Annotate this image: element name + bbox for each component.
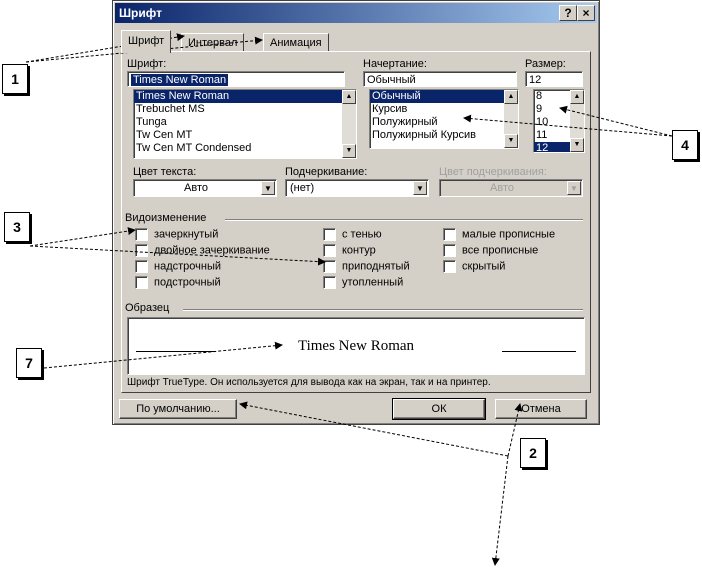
scroll-up-icon[interactable]: ▲ [570,90,584,104]
preview-note: Шрифт TrueType. Он используется для вывода как на экран, так и на принтер. [127,377,491,388]
chevron-down-icon[interactable]: ▼ [413,181,427,195]
emboss-checkbox[interactable]: приподнятый [323,260,410,273]
window-title: Шрифт [119,6,162,20]
callout-1: 1 [2,64,28,94]
default-button[interactable]: По умолчанию... [119,399,237,419]
tab-font[interactable]: Шрифт [121,30,171,53]
scroll-down-icon[interactable]: ▼ [504,134,518,148]
font-list-item[interactable]: Tw Cen MT Condensed [136,142,252,154]
style-label: Начертание: [363,58,427,70]
tab-spacing[interactable]: Интервал [181,33,244,52]
style-list-item[interactable]: Курсив [372,103,408,115]
scroll-down-icon[interactable]: ▼ [570,138,584,152]
style-list-item[interactable]: Полужирный [372,116,438,128]
scroll-up-icon[interactable]: ▲ [342,90,356,104]
chevron-down-icon[interactable]: ▼ [261,181,275,195]
size-list-item[interactable]: 11 [536,129,548,141]
size-list-item[interactable]: 10 [536,116,549,128]
all-caps-checkbox[interactable]: все прописные [443,244,538,257]
superscript-checkbox[interactable]: надстрочный [135,260,221,273]
ok-button[interactable]: ОК [393,399,485,419]
subscript-checkbox[interactable]: подстрочный [135,276,221,289]
effects-label: Видоизменение [125,212,207,224]
font-list-item[interactable]: Tw Cen MT [136,129,193,141]
tab-animation[interactable]: Анимация [263,33,329,52]
underline-color-label: Цвет подчеркивания: [439,166,547,178]
style-list-item[interactable]: Полужирный Курсив [372,129,477,141]
underline-label: Подчеркивание: [285,166,368,178]
outline-checkbox[interactable]: контур [323,244,376,257]
underline-value: (нет) [290,182,315,194]
font-label: Шрифт: [127,58,167,70]
size-list-item[interactable]: 9 [536,103,543,115]
callout-4: 4 [672,130,698,160]
underline-color-value: Авто [490,182,514,194]
size-list-item[interactable]: 8 [536,90,543,102]
engrave-checkbox[interactable]: утопленный [323,276,403,289]
double-strikethrough-checkbox[interactable]: двойное зачеркивание [135,244,270,257]
color-value: Авто [184,182,208,194]
small-caps-checkbox[interactable]: малые прописные [443,228,555,241]
font-list-item[interactable]: Tunga [136,116,167,128]
preview-label: Образец [125,302,170,314]
cancel-button[interactable]: Отмена [495,399,587,419]
strikethrough-checkbox[interactable]: зачеркнутый [135,228,218,241]
callout-3: 3 [4,212,30,242]
color-label: Цвет текста: [133,166,197,178]
size-label: Размер: [525,58,566,70]
callout-7: 7 [16,348,42,378]
preview-text: Times New Roman [297,338,415,354]
close-button[interactable]: × [577,5,595,21]
hidden-checkbox[interactable]: скрытый [443,260,505,273]
shadow-checkbox[interactable]: с тенью [323,228,382,241]
font-list-item[interactable]: Times New Roman [134,90,356,103]
chevron-down-icon: ▼ [567,181,581,195]
font-list-item[interactable]: Trebuchet MS [136,103,205,115]
scroll-up-icon[interactable]: ▲ [504,90,518,104]
help-button[interactable]: ? [559,5,577,21]
style-list-item[interactable]: Обычный [370,90,518,103]
scroll-down-icon[interactable]: ▼ [342,144,356,158]
size-input[interactable]: 12 [525,71,583,87]
style-input[interactable]: Обычный [363,71,517,87]
size-list-item[interactable]: 12 [534,142,584,153]
font-input-value: Times New Roman [133,74,227,86]
callout-2: 2 [520,438,546,468]
